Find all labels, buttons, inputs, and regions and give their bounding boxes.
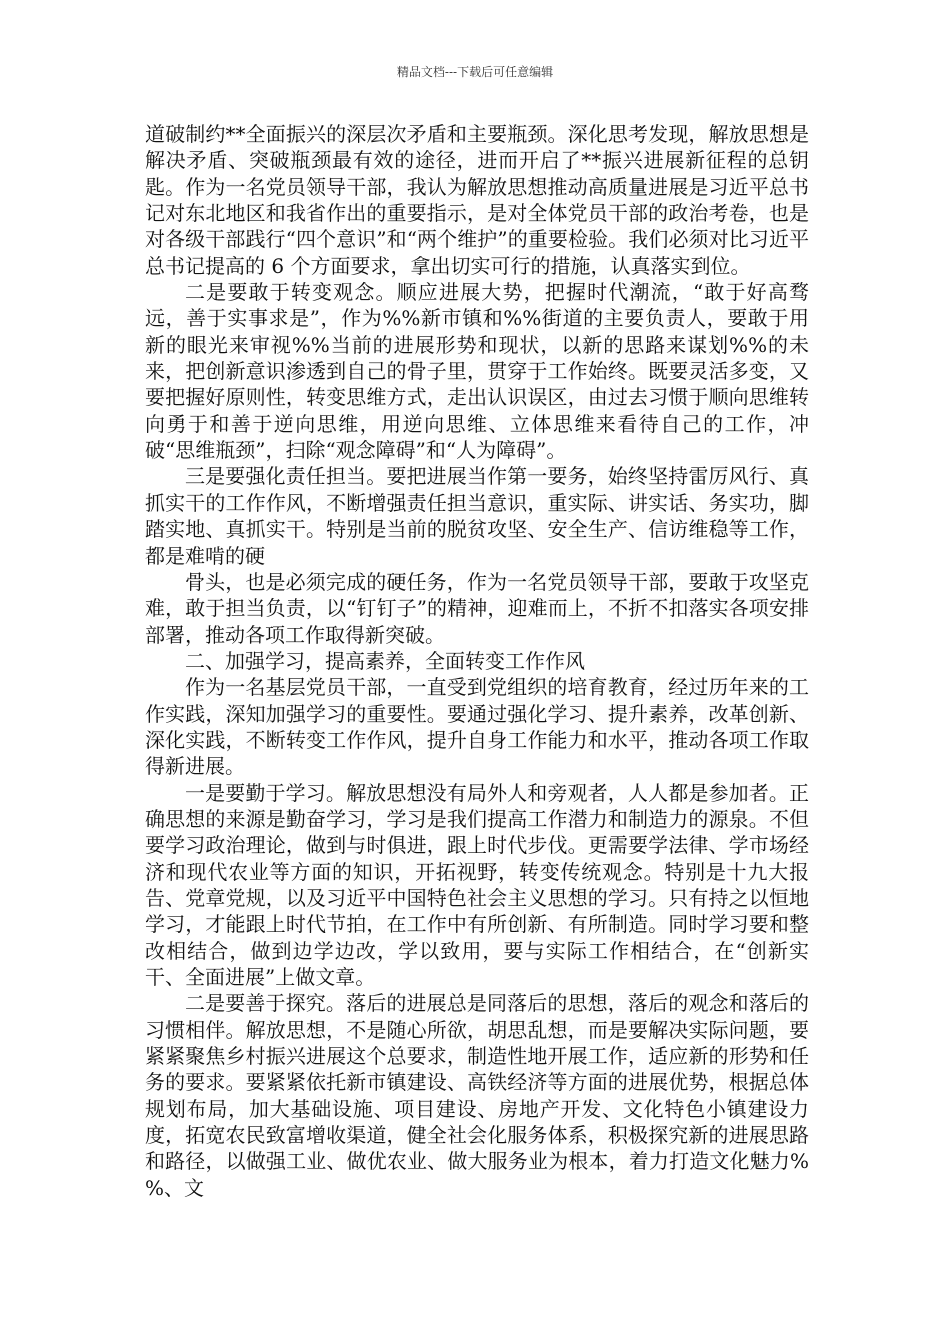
section-heading-study: 二、加强学习，提高素养，全面转变工作作风	[185, 648, 585, 673]
paragraph-explore: 二是要善于探究。落后的进展总是同落后的思想，落后的观念和落后的习惯相伴。解放思想，不是随心所欲，胡思乱想，而是要解决实际问题，要紧紧聚焦乡村振兴进展这个总要求，制造性地开展工作，适应新的形势和任务的要求。要紧紧依托新市镇建设、高铁经济等方面的进展优势，根据总体规划布局，加大基础设施、项目建设、房地产开发、文化特色小镇建设力度，拓宽农民致富增收渠道，健全社会化服务体系，积极探究新的进展思路和路径，以做强工业、做优农业、做大服务业为根本，着力打造文化魅力%%、文	[145, 991, 809, 1200]
paragraph-change-concepts: 二是要敢于转变观念。顺应进展大势，把握时代潮流，“敢于好高骛远，善于实事求是”，作为%%新市镇和%%街道的主要负责人，要敢于用新的眼光来审视%%当前的进展形势和现状，以新的思路来谋划%%的未来，把创新意识渗透到自己的骨子里，贯穿于工作始终。既要灵活多变，又要把握好原则性，转变思维方式，走出认识误区，由过去习惯于顺向思维转向勇于和善于逆向思维，用逆向思维、立体思维来看待自己的工作，冲破“思维瓶颈”，扫除“观念障碍”和“人为障碍”。	[145, 280, 809, 463]
paragraph-responsibility: 三是要强化责任担当。要把进展当作第一要务，始终坚持雷厉风行、真抓实干的工作作风，不断增强责任担当意识，重实际、讲实话、务实功，脚踏实地、真抓实干。特别是当前的脱贫攻坚、安全生产、信访维稳等工作，都是难啃的硬	[145, 464, 809, 568]
paragraph-study-intro: 作为一名基层党员干部，一直受到党组织的培育教育，经过历年来的工作实践，深知加强学习的重要性。要通过强化学习、提升素养，改革创新、深化实践，不断转变工作作风，提升自身工作能力和水平，推动各项工作取得新进展。	[145, 675, 809, 779]
paragraph-diligent-study: 一是要勤于学习。解放思想没有局外人和旁观者，人人都是参加者。正确思想的来源是勤奋学习，学习是我们提高工作潜力和制造力的源泉。不但要学习政治理论，做到与时俱进，跟上时代步伐。更需要学法律、学市场经济和现代农业等方面的知识，开拓视野，转变传统观念。特别是十九大报告、党章党规，以及习近平中国特色社会主义思想的学习。只有持之以恒地学习，才能跟上时代节拍，在工作中有所创新、有所制造。同时学习要和整改相结合，做到边学边改，学以致用，要与实际工作相结合，在“创新实干、全面进展”上做文章。	[145, 780, 809, 989]
paragraph-continuation: 道破制约**全面振兴的深层次矛盾和主要瓶颈。深化思考发现，解放思想是解决矛盾、突破瓶颈最有效的途径，进而开启了**振兴进展新征程的总钥匙。作为一名党员领导干部，我认为解放思想推动高质量进展是习近平总书记对东北地区和我省作出的重要指示，是对全体党员干部的政治考卷，也是对各级干部践行“四个意识”和“两个维护”的重要检验。我们必须对比习近平总书记提高的 6 个方面要求，拿出切实可行的措施，认真落实到位。	[145, 122, 809, 278]
document-body	[145, 121, 809, 1201]
page-header: 精品文档---下载后可任意编辑	[396, 65, 554, 79]
paragraph-hard-tasks: 骨头，也是必须完成的硬任务，作为一名党员领导干部，要敢于攻坚克难，敢于担当负责，以“钉钉子”的精神，迎难而上，不折不扣落实各项安排部署，推动各项工作取得新突破。	[145, 569, 809, 647]
